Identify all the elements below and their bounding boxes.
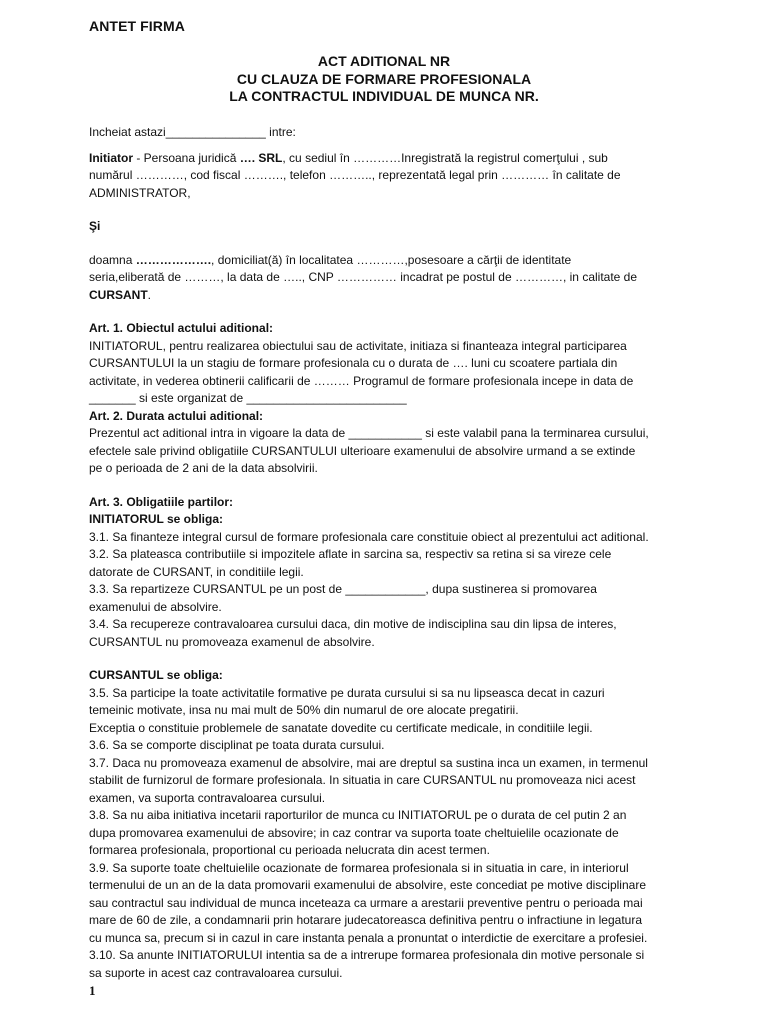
art2-line: Prezentul act aditional intra in vigoare la data de ___________ si este valabil pana la terminarea cursului, <box>89 426 649 440</box>
art1-heading: Art. 1. Obiectul actului aditional: <box>89 321 274 335</box>
cursant-obligation-line: termenului de un an de la data promovarii examenului de absolvire, este concediat pe motive disciplinare <box>89 878 646 892</box>
page-number: 1 <box>89 983 96 998</box>
document-body <box>89 124 689 982</box>
cursant-line-2: seria,eliberată de ………, la data de ….., CNP …………… incadrat pe postul de …………, in calitate de <box>89 270 638 284</box>
cursant-obligations-heading: CURSANTUL se obliga: <box>89 668 223 682</box>
cursant-line-3 <box>89 287 689 305</box>
initiator-text: - Persoana juridică <box>133 150 240 165</box>
art3-heading: Art. 3. Obligatiile partilor: <box>89 494 234 509</box>
initiator-obligations-heading: INITIATORUL se obliga: <box>89 512 224 526</box>
initiator-srl: …. SRL <box>239 150 283 165</box>
initiator-obligation-line: CURSANTUL nu promoveaza examenul de absolvire. <box>89 634 375 649</box>
cursant-obligation-line: 3.6. Sa se comporte disciplinat pe toata durata cursului. <box>89 738 385 752</box>
cursant-obligation-line: temeinic motivate, insa nu mai mult de 50% din numarul de ore alocate pregatirii. <box>89 703 519 717</box>
cursant-obligation-line: sau contractul sau individual de munca inceteaza ca urmare a arestarii preventive pentru o perioada mai <box>89 895 643 910</box>
cursant-line-1 <box>89 252 689 270</box>
initiator-line-3: ADMINISTRATOR, <box>89 185 191 200</box>
cursant-obligation-line: examen, va suporta contravaloarea cursului. <box>89 790 326 805</box>
cursant-obligation-line: formarea profesionala, proportional cu perioada nelucrata din acest termen. <box>89 843 490 857</box>
cursant-obligation-line: 3.5. Sa participe la toate activitatile formative pe durata cursului si sa nu lipseasca decat in cazuri <box>89 685 605 700</box>
cursant-obligation-line: 3.7. Daca nu promoveaza examenul de absolvire, mai are dreptul sa sustina inca un examen, in termenul <box>89 755 648 770</box>
title-line-2: CU CLAUZA DE FORMARE PROFESIONALA <box>236 70 532 87</box>
initiator-obligation-line: 3.3. Sa repartizeze CURSANTUL pe un post de ____________, dupa sustinerea si promovarea <box>89 582 597 596</box>
cursant-obligation-line: mare de 60 de zile, a condamnarii prin hotarare judecatoreasca definitiva pentru o infractiune in legatura <box>89 913 642 927</box>
initiator-label: Initiator <box>89 150 133 165</box>
initiator-line-1 <box>89 150 689 168</box>
cursant-obligation-line: cu munca sa, precum si in cazul in care instanta penala a pronuntat o interdictie de exercitare a profesiei. <box>89 930 648 945</box>
cursant-name-placeholder: ………………. <box>135 252 212 267</box>
initiator-obligation-line: 3.1. Sa finanteze integral cursul de formare profesionala care constituie obiect al prezentului act aditional. <box>89 529 649 544</box>
cursant-obligation-line: sa suporte in acest caz contravaloarea cursului. <box>89 965 343 980</box>
art1-line: _______ si este organizat de ________________________ <box>89 391 407 405</box>
initiator-obligation-line: 3.4. Sa recupereze contravaloarea cursului daca, din motive de indisciplina sau din lipsa de interes, <box>89 617 617 631</box>
art1-line: activitate, in vederea obtinerii calificarii de ……… Programul de formare profesionala incepe in data de <box>89 373 634 388</box>
cursant-role: CURSANT <box>89 287 148 302</box>
art2-heading: Art. 2. Durata actului aditional: <box>89 408 264 423</box>
cursant-obligation-line: stabilit de furnizorul de formare profesionala. In situatia in care CURSANTUL nu promoveaza nici acest <box>89 773 636 787</box>
initiator-obligation-line: examenului de absolvire. <box>89 599 222 614</box>
initiator-obligation-line: datorate de CURSANT, in conditiile legii. <box>89 564 304 579</box>
company-header: ANTET FIRMA <box>89 18 185 34</box>
initiator-obligation-line: 3.2. Sa plateasca contributiile si impozitele aflate in sarcina sa, respectiv sa retina si sa vireze cele <box>89 547 612 561</box>
cursant-text: doamna <box>89 252 136 267</box>
cursant-text-cont: , domiciliat(ă) în localitatea …………,posesoare a cărţii de identitate <box>211 252 572 267</box>
intro-line: Incheiat astazi_______________ intre: <box>89 125 296 139</box>
art2-line: efectele sale privind obligatiile CURSANTULUI ulterioare examenului de absolvire urmand a se extinde <box>89 443 636 458</box>
document-title <box>0 53 768 106</box>
initiator-text-cont: , cu sediul în …………Inregistrată la registrul comerţului , sub <box>282 150 608 165</box>
initiator-line-2: numărul …………, cod fiscal ………., telefon ……….., reprezentată legal prin ………… în calitate de <box>89 168 621 182</box>
art2-line: pe o perioada de 2 ani de la data absolvirii. <box>89 461 318 475</box>
cursant-obligation-line: 3.10. Sa anunte INITIATORULUI intentia sa de a intrerupe formarea profesionala din motive personale si <box>89 948 645 962</box>
and-label: Şi <box>89 219 101 233</box>
cursant-obligation-line: 3.9. Sa suporte toate cheltuielile ocazionate de formarea profesionala si in situatia in care, in interiorul <box>89 860 629 875</box>
art1-line: CURSANTULUI la un stagiu de formare profesionala cu o durata de …. luni cu scoatere partiala din <box>89 356 618 370</box>
cursant-obligation-line: dupa promovarea examenului de absovire; in caz contrar va suporta toate cheltuielile ocazionate de <box>89 825 619 840</box>
cursant-obligation-line: 3.8. Sa nu aiba initiativa incetarii raporturilor de munca cu INITIATORUL pe o durata de cel putin 2 an <box>89 808 627 822</box>
title-line-3: LA CONTRACTUL INDIVIDUAL DE MUNCA NR. <box>229 88 539 104</box>
cursant-obligation-line: Exceptia o constituie problemele de sanatate dovedite cu certificate medicale, in conditiile legii. <box>89 720 593 735</box>
title-line-1: ACT ADITIONAL NR <box>317 53 451 69</box>
cursant-role-end: . <box>147 287 152 302</box>
art1-line: INITIATORUL, pentru realizarea obiectului sau de activitate, initiaza si finanteaza integral participarea <box>89 338 627 353</box>
